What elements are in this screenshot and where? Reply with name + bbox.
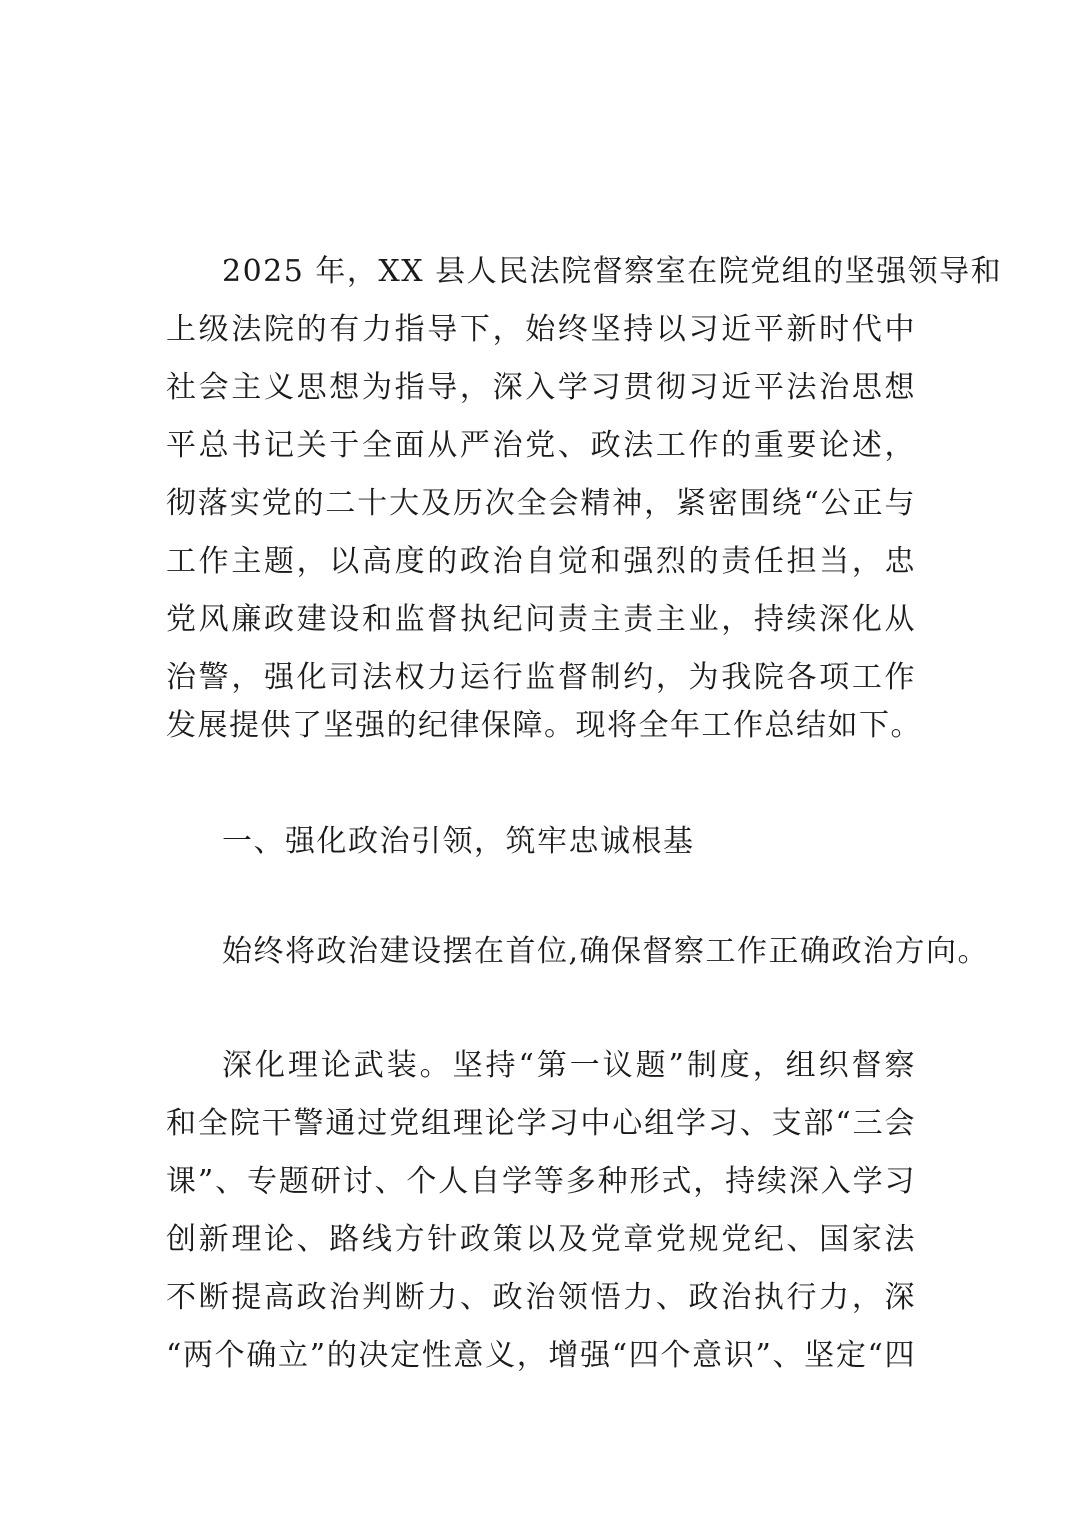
theory-line-4: 创新理论、路线方针政策以及党章党规党纪、国家法 <box>166 1222 916 1257</box>
theory-line-2: 和全院干警通过党组理论学习中心组学习、支部“三会 <box>166 1106 916 1141</box>
intro-line-9: 发展提供了坚强的纪律保障。现将全年工作总结如下。 <box>166 708 922 743</box>
intro-line-3: 社会主义思想为指导，深入学习贯彻习近平法治思想 <box>166 370 916 405</box>
theory-line-5: 不断提高政治判断力、政治领悟力、政治执行力，深 <box>166 1280 916 1315</box>
intro-line-2: 上级法院的有力指导下，始终坚持以习近平新时代中 <box>166 312 916 347</box>
intro-line-4: 平总书记关于全面从严治党、政法工作的重要论述， <box>166 428 916 463</box>
theory-line-1: 深化理论武装。坚持“第一议题”制度，组织督察 <box>222 1048 916 1083</box>
theory-line-3: 课”、专题研讨、个人自学等多种形式，持续深入学习 <box>166 1164 916 1199</box>
section-heading: 一、强化政治引领，筑牢忠诚根基 <box>222 824 695 859</box>
intro-line-1: 2025 年，XX 县人民法院督察室在院党组的坚强领导和 <box>222 254 1003 289</box>
section-lead: 始终将政治建设摆在首位,确保督察工作正确政治方向。 <box>222 934 990 969</box>
intro-line-7: 党风廉政建设和监督执纪问责主责主业，持续深化从 <box>166 602 916 637</box>
intro-line-6: 工作主题，以高度的政治自觉和强烈的责任担当，忠 <box>166 544 916 579</box>
intro-line-5: 彻落实党的二十大及历次全会精神，紧密围绕“公正与 <box>166 486 916 521</box>
intro-line-8: 治警，强化司法权力运行监督制约，为我院各项工作 <box>166 660 916 695</box>
theory-line-6: “两个确立”的决定性意义，增强“四个意识”、坚定“四 <box>166 1338 916 1373</box>
